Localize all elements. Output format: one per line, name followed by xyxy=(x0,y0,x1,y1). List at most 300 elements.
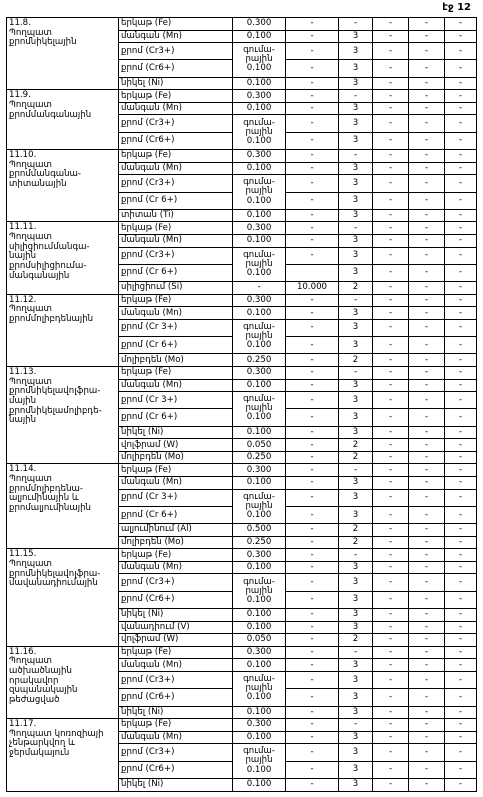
value-cell: - xyxy=(286,409,339,426)
value-cell: - xyxy=(286,337,339,354)
value-cell: - xyxy=(445,536,477,549)
value-cell: - xyxy=(445,247,477,264)
value-cell: 3 xyxy=(339,621,373,634)
value-cell: - xyxy=(373,60,409,77)
value-cell: - xyxy=(286,439,339,452)
value-cell: - xyxy=(373,18,409,31)
value-cell: 3 xyxy=(339,43,373,60)
value-cell: - xyxy=(445,30,477,43)
value-cell: - xyxy=(373,150,409,163)
value-cell: - xyxy=(286,744,339,761)
value-cell: - xyxy=(373,234,409,247)
value-cell: 3 xyxy=(339,307,373,320)
element-name: երկաթ (Fe) xyxy=(119,549,233,562)
value-cell: - xyxy=(409,591,445,608)
value-cell: - xyxy=(445,489,477,506)
value-cell: - xyxy=(286,671,339,688)
value-cell: 10.000 xyxy=(286,282,339,295)
value-cell: - xyxy=(373,549,409,562)
value-cell: - xyxy=(373,294,409,307)
group-id: 11.17. xyxy=(9,719,37,730)
group-name: Պողպատ ածխածնային որակավոր զսպանակային թեժացված xyxy=(9,656,78,705)
value-cell: - xyxy=(409,536,445,549)
value-cell: - xyxy=(286,451,339,464)
table-row xyxy=(7,549,477,562)
value-cell: - xyxy=(373,524,409,537)
element-name: երկաթ (Fe) xyxy=(119,719,233,732)
value-cell: - xyxy=(409,43,445,60)
value-cell: 0.500 xyxy=(233,524,286,537)
value-cell: - xyxy=(445,671,477,688)
value-cell: 0.300 xyxy=(233,719,286,732)
element-name: մանգան (Mn) xyxy=(119,234,233,247)
value-cell: 3 xyxy=(339,778,373,791)
element-name: մանգան (Mn) xyxy=(119,477,233,490)
value-cell: - xyxy=(286,30,339,43)
value-cell: - xyxy=(445,731,477,744)
value-cell: - xyxy=(445,621,477,634)
value-cell: - xyxy=(409,307,445,320)
table-row xyxy=(7,18,477,31)
value-cell: - xyxy=(445,634,477,647)
value-cell: - xyxy=(373,439,409,452)
element-name: քրոմ (Cr3+) xyxy=(119,574,233,591)
value-cell: 2 xyxy=(339,451,373,464)
value-cell: - xyxy=(409,234,445,247)
value-cell: - xyxy=(286,706,339,719)
element-name: երկաթ (Fe) xyxy=(119,150,233,163)
element-name: մանգան (Mn) xyxy=(119,731,233,744)
value-cell: - xyxy=(445,354,477,367)
value-cell: - xyxy=(409,192,445,209)
element-name: քրոմ (Cr 6+) xyxy=(119,506,233,523)
table-row xyxy=(7,294,477,307)
value-cell: - xyxy=(373,264,409,281)
value-cell: - xyxy=(445,392,477,409)
value-cell: 0.100 xyxy=(233,77,286,90)
value-cell: - xyxy=(373,561,409,574)
element-name: քրոմ (Cr 3+) xyxy=(119,489,233,506)
summary-value: գումա- րային 0.100 xyxy=(233,43,286,78)
summary-value: գումա- րային 0.100 xyxy=(233,744,286,779)
element-name: քրոմ (Cr3+) xyxy=(119,43,233,60)
group-name: Պողպատ սիլիցիումմանգա- նային քրոմսիլիցիումա- մանգանային xyxy=(9,232,90,281)
value-cell: - xyxy=(409,506,445,523)
value-cell: - xyxy=(373,175,409,192)
value-cell: 3 xyxy=(339,689,373,706)
value-cell: - xyxy=(339,150,373,163)
element-name: ալյումինում (Al) xyxy=(119,524,233,537)
element-name: նիկել (Ni) xyxy=(119,706,233,719)
group-name: Պողպատ քրոմնիկելային xyxy=(9,27,77,48)
element-name: քրոմ (Cr 3+) xyxy=(119,392,233,409)
value-cell: - xyxy=(373,574,409,591)
value-cell: 3 xyxy=(339,115,373,132)
value-cell: 0.300 xyxy=(233,150,286,163)
value-cell: - xyxy=(445,162,477,175)
element-name: քրոմ (Cr3+) xyxy=(119,247,233,264)
table-row xyxy=(7,222,477,235)
element-name: տիտան (Ti) xyxy=(119,209,233,222)
value-cell: - xyxy=(373,689,409,706)
summary-value: գումա- րային 0.100 xyxy=(233,671,286,706)
value-cell: 0.100 xyxy=(233,609,286,622)
value-cell: - xyxy=(286,319,339,336)
value-cell: - xyxy=(286,646,339,659)
value-cell: 0.100 xyxy=(233,379,286,392)
value-cell: - xyxy=(409,609,445,622)
value-cell: 3 xyxy=(339,264,373,281)
value-cell xyxy=(286,264,339,281)
value-cell: - xyxy=(445,234,477,247)
summary-value: գումա- րային 0.100 xyxy=(233,115,286,150)
element-name: մոլիբդեն (Mo) xyxy=(119,354,233,367)
value-cell: 0.100 xyxy=(233,477,286,490)
element-name: մանգան (Mn) xyxy=(119,659,233,672)
value-cell: - xyxy=(409,621,445,634)
group-label xyxy=(7,90,119,150)
group-name: Պողպատ քրոմմոլիբդենային xyxy=(9,304,94,324)
value-cell: - xyxy=(286,506,339,523)
value-cell: - xyxy=(286,524,339,537)
value-cell: - xyxy=(409,659,445,672)
value-cell: 3 xyxy=(339,426,373,439)
value-cell: 0.050 xyxy=(233,634,286,647)
value-cell: - xyxy=(286,192,339,209)
value-cell: - xyxy=(286,175,339,192)
value-cell: - xyxy=(373,591,409,608)
element-name: քրոմ (Cr 3+) xyxy=(119,319,233,336)
value-cell: - xyxy=(445,264,477,281)
value-cell: - xyxy=(409,439,445,452)
value-cell: 0.300 xyxy=(233,222,286,235)
value-cell: - xyxy=(445,574,477,591)
value-cell: - xyxy=(339,367,373,380)
element-name: քրոմ (Cr 6+) xyxy=(119,192,233,209)
element-name: քրոմ (Cr6+) xyxy=(119,60,233,77)
emission-limits-table xyxy=(6,17,477,792)
table-row xyxy=(7,150,477,163)
value-cell: 3 xyxy=(339,209,373,222)
value-cell: - xyxy=(445,719,477,732)
value-cell: 3 xyxy=(339,574,373,591)
value-cell: - xyxy=(409,689,445,706)
value-cell: - xyxy=(373,354,409,367)
value-cell: - xyxy=(445,439,477,452)
value-cell: - xyxy=(445,464,477,477)
value-cell: 3 xyxy=(339,506,373,523)
value-cell: - xyxy=(373,464,409,477)
value-cell: - xyxy=(445,175,477,192)
value-cell: - xyxy=(373,43,409,60)
value-cell: - xyxy=(445,506,477,523)
value-cell: - xyxy=(286,561,339,574)
value-cell: 0.100 xyxy=(233,561,286,574)
value-cell: - xyxy=(286,731,339,744)
value-cell: 3 xyxy=(339,489,373,506)
value-cell: - xyxy=(445,524,477,537)
value-cell: - xyxy=(445,689,477,706)
group-id: 11.16. xyxy=(9,646,37,657)
value-cell: 2 xyxy=(339,282,373,295)
group-id: 11.11. xyxy=(9,222,37,233)
value-cell: - xyxy=(409,646,445,659)
value-cell: - xyxy=(373,621,409,634)
value-cell: - xyxy=(286,102,339,115)
value-cell: - xyxy=(373,209,409,222)
summary-value: գումա- րային 0.100 xyxy=(233,574,286,609)
value-cell: 3 xyxy=(339,234,373,247)
group-label xyxy=(7,222,119,294)
value-cell: - xyxy=(286,659,339,672)
value-cell: - xyxy=(286,43,339,60)
value-cell: - xyxy=(409,115,445,132)
value-cell: - xyxy=(445,409,477,426)
value-cell: 2 xyxy=(339,439,373,452)
element-name: քրոմ (Cr3+) xyxy=(119,115,233,132)
value-cell: - xyxy=(409,162,445,175)
element-name: երկաթ (Fe) xyxy=(119,294,233,307)
element-name: երկաթ (Fe) xyxy=(119,367,233,380)
value-cell: - xyxy=(445,282,477,295)
value-cell: - xyxy=(409,30,445,43)
value-cell: - xyxy=(286,761,339,778)
value-cell: 0.100 xyxy=(233,621,286,634)
element-name: մանգան (Mn) xyxy=(119,379,233,392)
value-cell: 0.300 xyxy=(233,294,286,307)
value-cell: - xyxy=(409,761,445,778)
value-cell: 0.100 xyxy=(233,162,286,175)
value-cell: - xyxy=(445,60,477,77)
value-cell: - xyxy=(445,609,477,622)
element-name: նիկել (Ni) xyxy=(119,609,233,622)
value-cell: - xyxy=(373,392,409,409)
group-label xyxy=(7,464,119,549)
element-name: երկաթ (Fe) xyxy=(119,90,233,103)
value-cell: - xyxy=(373,778,409,791)
value-cell: - xyxy=(445,43,477,60)
value-cell: 0.100 xyxy=(233,659,286,672)
value-cell: - xyxy=(445,778,477,791)
element-name: մոլիբդեն (Mo) xyxy=(119,536,233,549)
value-cell: - xyxy=(409,18,445,31)
group-id: 11.8. xyxy=(9,18,31,28)
value-cell: - xyxy=(373,367,409,380)
value-cell: 3 xyxy=(339,761,373,778)
group-label xyxy=(7,150,119,222)
value-cell: - xyxy=(286,591,339,608)
value-cell: - xyxy=(409,489,445,506)
value-cell: - xyxy=(445,222,477,235)
value-cell: - xyxy=(445,451,477,464)
value-cell: - xyxy=(286,115,339,132)
value-cell: - xyxy=(445,549,477,562)
value-cell: 3 xyxy=(339,671,373,688)
value-cell: - xyxy=(286,60,339,77)
table-row xyxy=(7,90,477,103)
value-cell: - xyxy=(286,367,339,380)
group-id: 11.9. xyxy=(9,90,31,101)
value-cell: - xyxy=(339,646,373,659)
value-cell: - xyxy=(233,282,286,295)
value-cell: - xyxy=(373,319,409,336)
value-cell: - xyxy=(409,706,445,719)
value-cell: - xyxy=(409,337,445,354)
element-name: քրոմ (Cr 6+) xyxy=(119,264,233,281)
element-name: քրոմ (Cr3+) xyxy=(119,175,233,192)
value-cell: - xyxy=(409,367,445,380)
table-row xyxy=(7,367,477,380)
value-cell: - xyxy=(373,90,409,103)
value-cell: - xyxy=(373,634,409,647)
element-name: երկաթ (Fe) xyxy=(119,464,233,477)
page-number: էջ 12 xyxy=(442,2,471,13)
group-id: 11.13. xyxy=(9,367,37,377)
value-cell: - xyxy=(409,132,445,149)
value-cell: - xyxy=(373,30,409,43)
value-cell: - xyxy=(445,561,477,574)
value-cell: - xyxy=(445,150,477,163)
element-name: սիլիցիում (Si) xyxy=(119,282,233,295)
value-cell: - xyxy=(373,337,409,354)
value-cell: 0.100 xyxy=(233,234,286,247)
value-cell: - xyxy=(373,379,409,392)
element-name: մոլիբդեն (Mo) xyxy=(119,451,233,464)
value-cell: - xyxy=(286,379,339,392)
value-cell: 3 xyxy=(339,30,373,43)
value-cell: - xyxy=(445,744,477,761)
value-cell: - xyxy=(373,477,409,490)
value-cell: - xyxy=(409,282,445,295)
value-cell: 2 xyxy=(339,524,373,537)
value-cell: - xyxy=(409,744,445,761)
value-cell: - xyxy=(445,90,477,103)
value-cell: - xyxy=(409,77,445,90)
value-cell: - xyxy=(445,477,477,490)
value-cell: 0.250 xyxy=(233,536,286,549)
value-cell: - xyxy=(286,549,339,562)
value-cell: - xyxy=(409,671,445,688)
value-cell: - xyxy=(373,646,409,659)
value-cell: - xyxy=(339,18,373,31)
value-cell: - xyxy=(373,731,409,744)
value-cell: - xyxy=(409,464,445,477)
element-name: քրոմ (Cr 6+) xyxy=(119,409,233,426)
value-cell: - xyxy=(286,426,339,439)
value-cell: - xyxy=(409,150,445,163)
value-cell: 0.100 xyxy=(233,706,286,719)
value-cell: - xyxy=(373,247,409,264)
value-cell: 3 xyxy=(339,591,373,608)
value-cell: 3 xyxy=(339,477,373,490)
value-cell: 0.100 xyxy=(233,102,286,115)
value-cell: 3 xyxy=(339,162,373,175)
element-name: մանգան (Mn) xyxy=(119,30,233,43)
value-cell: - xyxy=(373,132,409,149)
value-cell: - xyxy=(445,115,477,132)
value-cell: - xyxy=(339,222,373,235)
value-cell: - xyxy=(373,489,409,506)
value-cell: 3 xyxy=(339,731,373,744)
value-cell: - xyxy=(445,426,477,439)
summary-value: գումա- րային 0.100 xyxy=(233,247,286,282)
value-cell: 0.100 xyxy=(233,209,286,222)
element-name: մանգան (Mn) xyxy=(119,561,233,574)
value-cell: - xyxy=(409,90,445,103)
group-id: 11.10. xyxy=(9,150,37,161)
value-cell: 3 xyxy=(339,392,373,409)
value-cell: - xyxy=(286,354,339,367)
value-cell: 0.100 xyxy=(233,426,286,439)
value-cell: - xyxy=(445,18,477,31)
group-name: Պողպատ քրոմնիկելավոլֆրա- մային քրոմնիկելամոլիբդե- նային xyxy=(9,376,102,426)
element-name: երկաթ (Fe) xyxy=(119,646,233,659)
value-cell: - xyxy=(373,536,409,549)
value-cell: - xyxy=(286,719,339,732)
value-cell: - xyxy=(409,60,445,77)
value-cell: - xyxy=(409,477,445,490)
value-cell: 3 xyxy=(339,132,373,149)
value-cell: 0.300 xyxy=(233,549,286,562)
value-cell: - xyxy=(286,536,339,549)
value-cell: 3 xyxy=(339,319,373,336)
value-cell: - xyxy=(339,90,373,103)
value-cell: - xyxy=(409,319,445,336)
element-name: վոլֆրամ (W) xyxy=(119,439,233,452)
value-cell: - xyxy=(409,778,445,791)
value-cell: - xyxy=(339,719,373,732)
value-cell: - xyxy=(286,150,339,163)
value-cell: - xyxy=(286,778,339,791)
value-cell: - xyxy=(445,294,477,307)
group-name: Պողպատ քրոմմանգանային xyxy=(9,99,92,120)
value-cell: 3 xyxy=(339,77,373,90)
element-name: քրոմ (Cr6+) xyxy=(119,591,233,608)
value-cell: - xyxy=(445,319,477,336)
value-cell: - xyxy=(286,90,339,103)
value-cell: - xyxy=(373,744,409,761)
group-name: Պողպատ քրոմմոլիբդենա- ալյումինային և քրոմալյումինային xyxy=(9,474,91,513)
value-cell: - xyxy=(445,77,477,90)
value-cell: - xyxy=(373,761,409,778)
element-name: նիկել (Ni) xyxy=(119,77,233,90)
value-cell: 3 xyxy=(339,247,373,264)
value-cell: 3 xyxy=(339,609,373,622)
value-cell: 0.100 xyxy=(233,731,286,744)
element-name: նիկել (Ni) xyxy=(119,426,233,439)
value-cell: - xyxy=(286,489,339,506)
element-name: մանգան (Mn) xyxy=(119,162,233,175)
group-label xyxy=(7,646,119,718)
value-cell: 0.300 xyxy=(233,90,286,103)
value-cell: 0.100 xyxy=(233,307,286,320)
group-label xyxy=(7,294,119,366)
group-id: 11.12. xyxy=(9,294,37,305)
value-cell: 3 xyxy=(339,337,373,354)
value-cell: - xyxy=(409,634,445,647)
value-cell: - xyxy=(286,609,339,622)
group-id: 11.14. xyxy=(9,464,37,475)
value-cell: - xyxy=(445,192,477,209)
value-cell: - xyxy=(373,671,409,688)
value-cell: - xyxy=(445,706,477,719)
value-cell: - xyxy=(286,18,339,31)
element-name: մանգան (Mn) xyxy=(119,102,233,115)
value-cell: - xyxy=(409,524,445,537)
value-cell: 3 xyxy=(339,60,373,77)
value-cell: 0.050 xyxy=(233,439,286,452)
value-cell: 0.300 xyxy=(233,646,286,659)
